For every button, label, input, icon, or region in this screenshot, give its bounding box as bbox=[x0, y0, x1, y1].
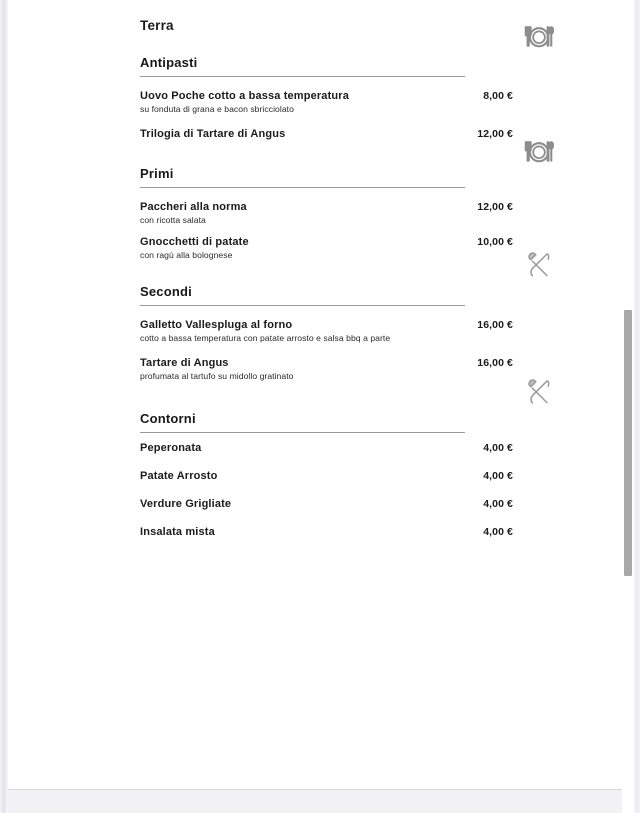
menu-item bbox=[133, 236, 513, 260]
viewer-right-gutter bbox=[634, 0, 640, 813]
menu-item-description: con ricotta salata bbox=[140, 215, 206, 225]
menu-item-price: 4,00 € bbox=[483, 498, 513, 510]
menu-content bbox=[133, 18, 513, 554]
section-divider bbox=[140, 187, 465, 188]
menu-item-list bbox=[133, 201, 513, 260]
scrollbar-thumb[interactable] bbox=[624, 310, 632, 576]
menu-section-antipasti bbox=[133, 55, 513, 140]
section-heading-contorni: Contorni bbox=[140, 411, 196, 426]
menu-item bbox=[133, 357, 513, 381]
menu-item-name: Galletto Vallespluga al forno bbox=[140, 319, 293, 331]
menu-section-contorni bbox=[133, 411, 513, 538]
menu-item bbox=[133, 201, 513, 225]
menu-item-price: 8,00 € bbox=[483, 90, 513, 102]
menu-item bbox=[133, 526, 513, 538]
document-page bbox=[8, 0, 625, 790]
menu-item-name: Verdure Grigliate bbox=[140, 498, 232, 510]
menu-item-name: Uovo Poche cotto a bassa temperatura bbox=[140, 90, 349, 102]
menu-item-name: Paccheri alla norma bbox=[140, 201, 247, 213]
menu-item-list bbox=[133, 90, 513, 140]
section-divider bbox=[140, 432, 465, 433]
crossed-fork-knife-icon bbox=[520, 373, 558, 411]
menu-item-name: Patate Arrosto bbox=[140, 470, 218, 482]
menu-item-description: cotto a bassa temperatura con patate arrosto e salsa bbq a parte bbox=[140, 333, 391, 343]
menu-item-name: Gnocchetti di patate bbox=[140, 236, 249, 248]
plate-cutlery-icon bbox=[520, 19, 558, 57]
menu-item-price: 12,00 € bbox=[477, 201, 513, 213]
menu-item-price: 16,00 € bbox=[477, 357, 513, 369]
menu-item-price: 12,00 € bbox=[477, 128, 513, 140]
menu-item bbox=[133, 128, 513, 140]
crossed-fork-knife-icon bbox=[520, 246, 558, 284]
menu-item-description: con ragù alla bolognese bbox=[140, 250, 233, 260]
menu-item-price: 10,00 € bbox=[477, 236, 513, 248]
menu-item-price: 16,00 € bbox=[477, 319, 513, 331]
menu-item-name: Insalata mista bbox=[140, 526, 215, 538]
menu-item bbox=[133, 498, 513, 510]
menu-item-price: 4,00 € bbox=[483, 526, 513, 538]
menu-item-name: Trilogia di Tartare di Angus bbox=[140, 128, 286, 140]
menu-item bbox=[133, 90, 513, 114]
menu-section-secondi bbox=[133, 284, 513, 381]
menu-item-name: Peperonata bbox=[140, 442, 202, 454]
plate-cutlery-icon bbox=[520, 134, 558, 172]
menu-item-price: 4,00 € bbox=[483, 470, 513, 482]
menu-item-name: Tartare di Angus bbox=[140, 357, 229, 369]
vertical-scrollbar[interactable] bbox=[622, 0, 634, 813]
section-heading-antipasti: Antipasti bbox=[140, 55, 198, 70]
menu-item-description: profumata al tartufo su midollo gratinato bbox=[140, 371, 294, 381]
menu-item-list bbox=[133, 319, 513, 381]
section-heading-primi: Primi bbox=[140, 166, 174, 181]
menu-item-description: su fonduta di grana e bacon sbricciolato bbox=[140, 104, 294, 114]
menu-item bbox=[133, 442, 513, 454]
section-divider bbox=[140, 76, 465, 77]
menu-item-list bbox=[133, 442, 513, 538]
menu-section-primi bbox=[133, 166, 513, 260]
page-title: Terra bbox=[140, 18, 174, 33]
menu-item-price: 4,00 € bbox=[483, 442, 513, 454]
section-divider bbox=[140, 305, 465, 306]
menu-item bbox=[133, 319, 513, 343]
section-heading-secondi: Secondi bbox=[140, 284, 192, 299]
viewer-left-gutter bbox=[0, 0, 8, 813]
menu-item bbox=[133, 470, 513, 482]
